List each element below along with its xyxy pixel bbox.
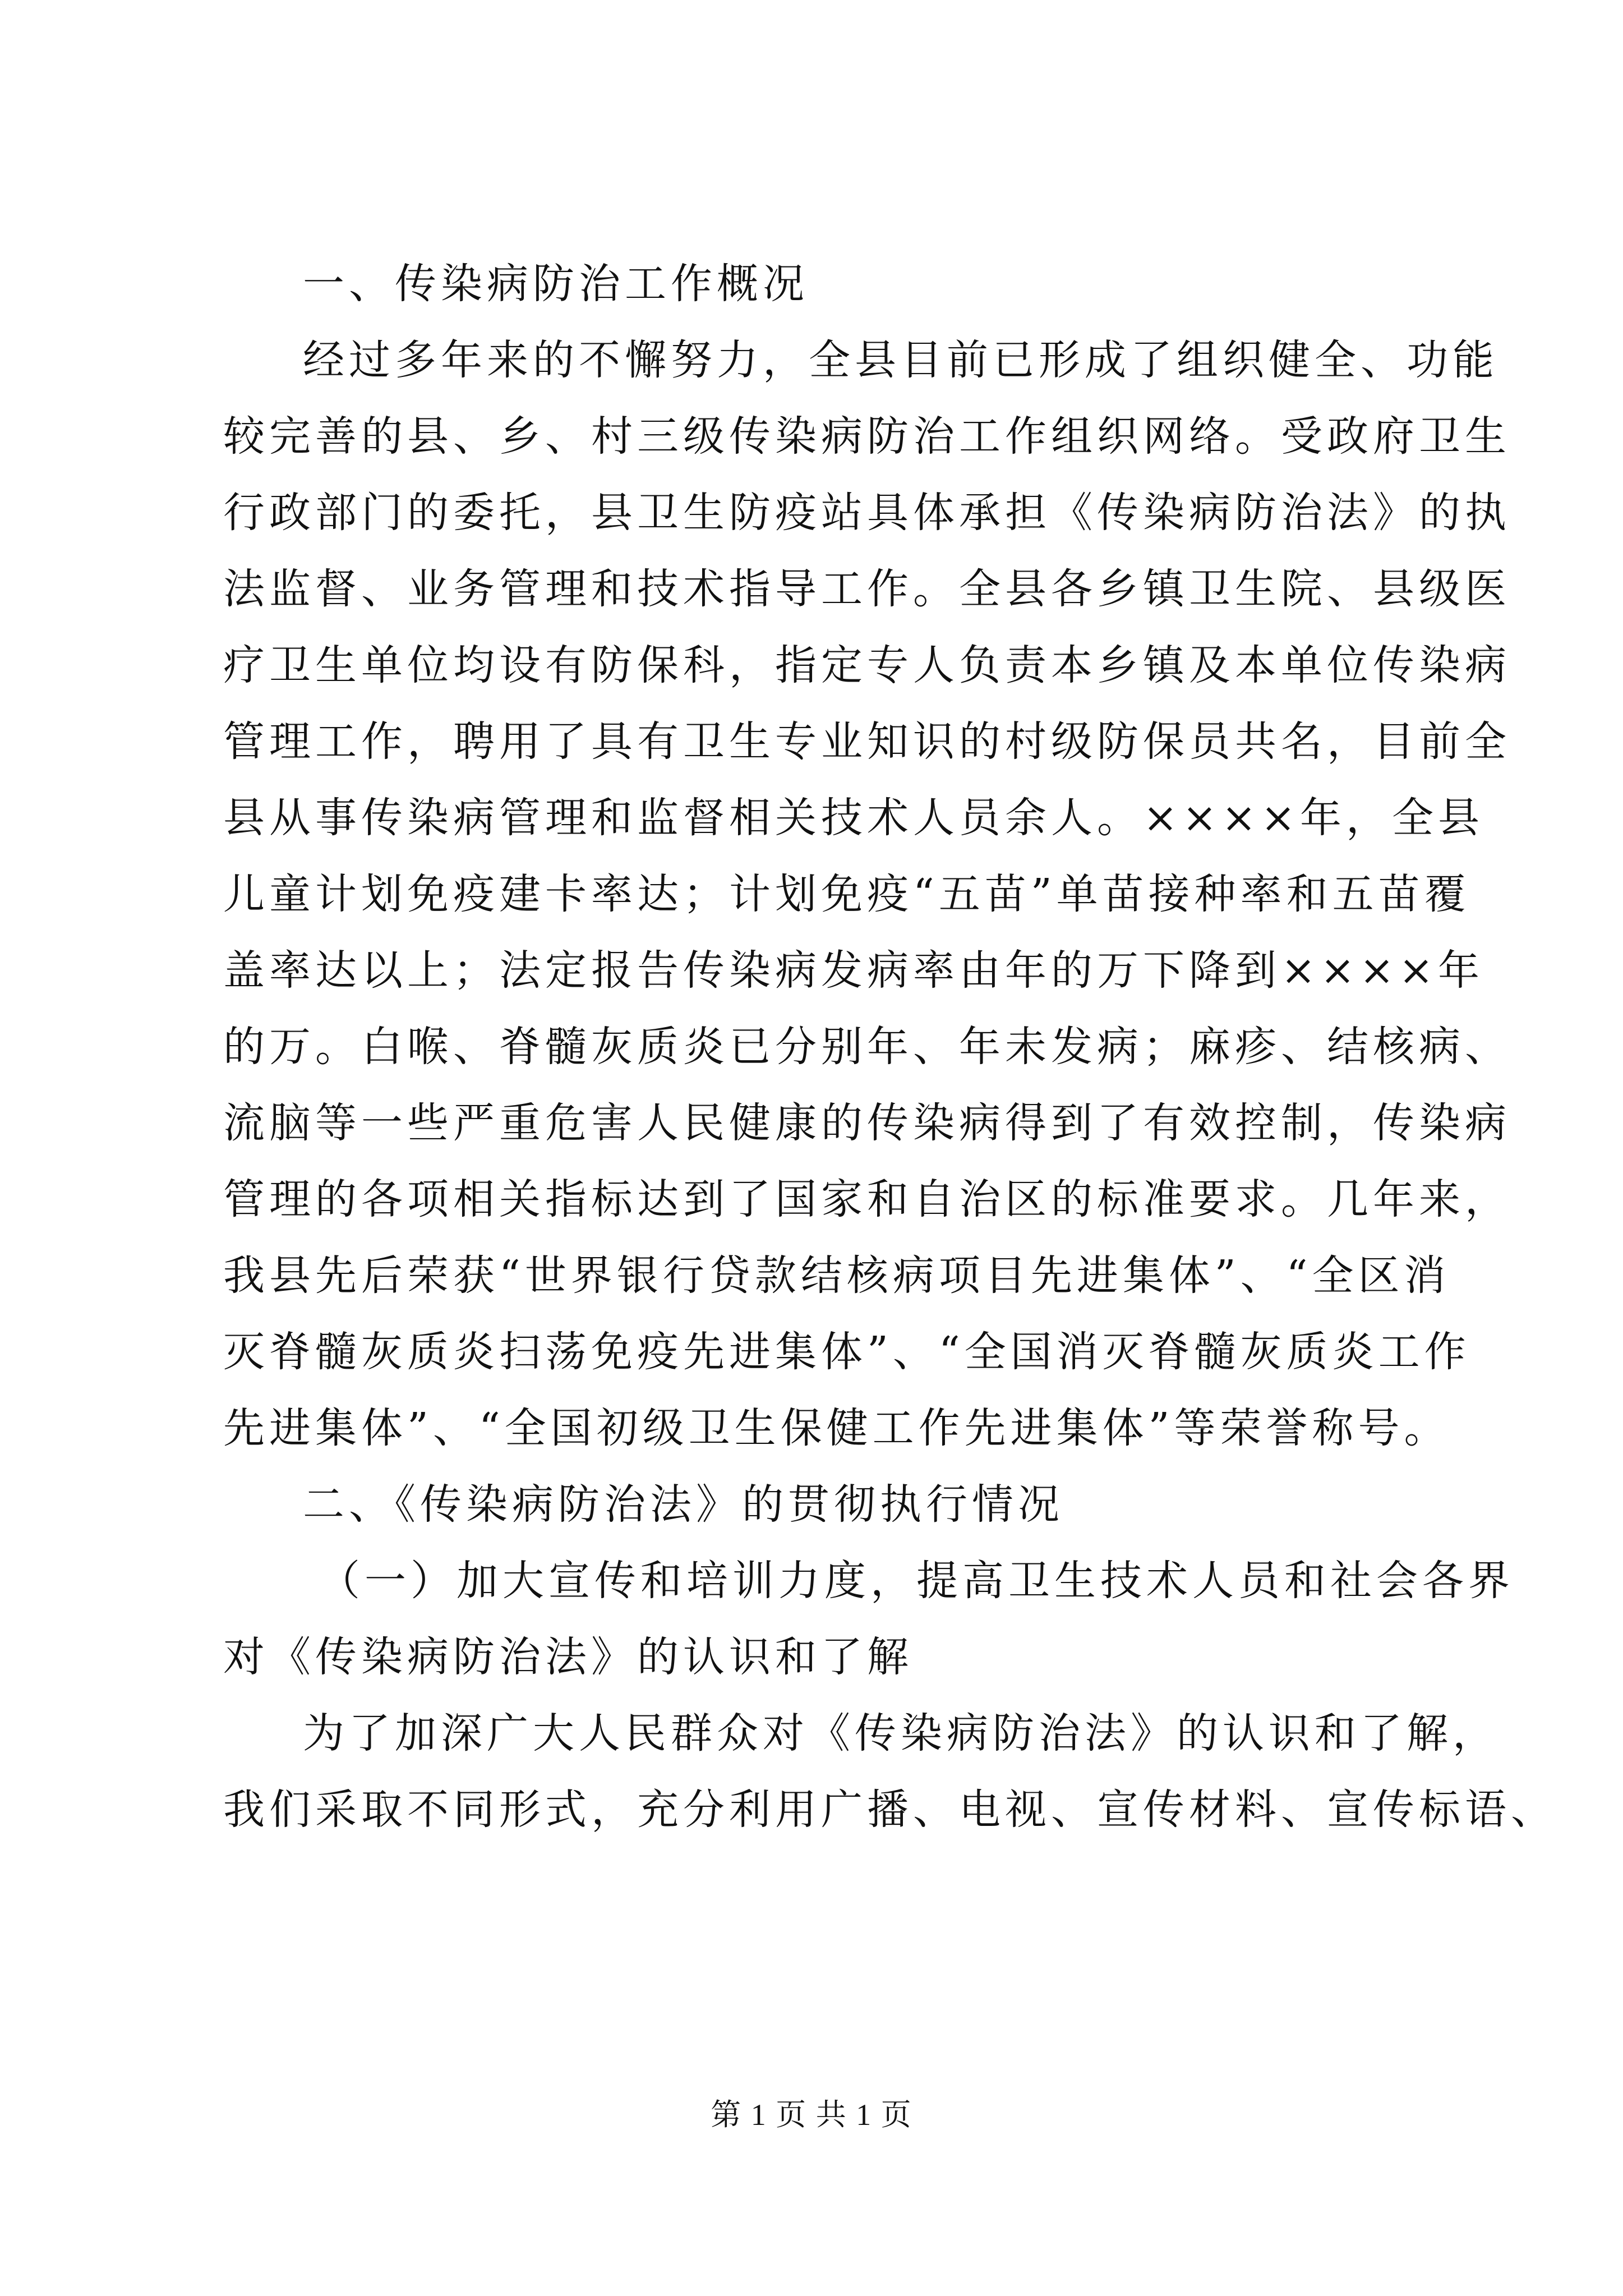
paragraph-line: 的万。白喉、脊髓灰质炎已分别年、年未发病；麻疹、结核病、 — [223, 1023, 1511, 1071]
paragraph-line: 我县先后荣获“世界银行贷款结核病项目先进集体”、“全区消 — [223, 1251, 1450, 1300]
paragraph-line: 管理工作，聘用了具有卫生专业知识的村级防保员共名，目前全 — [223, 717, 1511, 766]
section-heading-1: 一、传染病防治工作概况 — [303, 260, 809, 308]
paragraph-line: 灭脊髓灰质炎扫荡免疫先进集体”、“全国消灭脊髓灰质炎工作 — [223, 1328, 1470, 1376]
paragraph-line: 为了加深广大人民群众对《传染病防治法》的认识和了解， — [303, 1709, 1498, 1757]
paragraph-line: 较完善的县、乡、村三级传染病防治工作组织网络。受政府卫生 — [223, 412, 1511, 461]
paragraph-line: 疗卫生单位均设有防保科，指定专人负责本乡镇及本单位传染病 — [223, 641, 1511, 689]
paragraph-line: 儿童计划免疫建卡率达；计划免疫“五苗”单苗接种率和五苗覆 — [223, 870, 1470, 918]
subsection-heading: （一）加大宣传和培训力度，提高卫生技术人员和社会各界 — [319, 1557, 1514, 1605]
page-number-footer: 第 1 页 共 1 页 — [711, 2098, 912, 2132]
paragraph-line: 盖率达以上；法定报告传染病发病率由年的万下降到××××年 — [223, 946, 1484, 995]
paragraph-line: 县从事传染病管理和监督相关技术人员余人。××××年，全县 — [223, 794, 1484, 842]
paragraph-line: 管理的各项相关指标达到了国家和自治区的标准要求。几年来， — [223, 1175, 1511, 1223]
paragraph-line: 法监督、业务管理和技术指导工作。全县各乡镇卫生院、县级医 — [223, 565, 1511, 613]
paragraph-line: 我们采取不同形式，充分利用广播、电视、宣传材料、宣传标语、 — [223, 1786, 1557, 1834]
paragraph-line: 先进集体”、“全国初级卫生保健工作先进集体”等荣誉称号。 — [223, 1404, 1450, 1452]
subsection-heading-continued: 对《传染病防治法》的认识和了解 — [223, 1633, 913, 1681]
paragraph-line: 流脑等一些严重危害人民健康的传染病得到了有效控制，传染病 — [223, 1099, 1511, 1147]
paragraph-line: 经过多年来的不懈努力，全县目前已形成了组织健全、功能 — [303, 336, 1498, 384]
paragraph-line: 行政部门的委托，县卫生防疫站具体承担《传染病防治法》的执 — [223, 489, 1511, 537]
section-heading-2: 二、《传染病防治法》的贯彻执行情况 — [303, 1480, 1064, 1529]
